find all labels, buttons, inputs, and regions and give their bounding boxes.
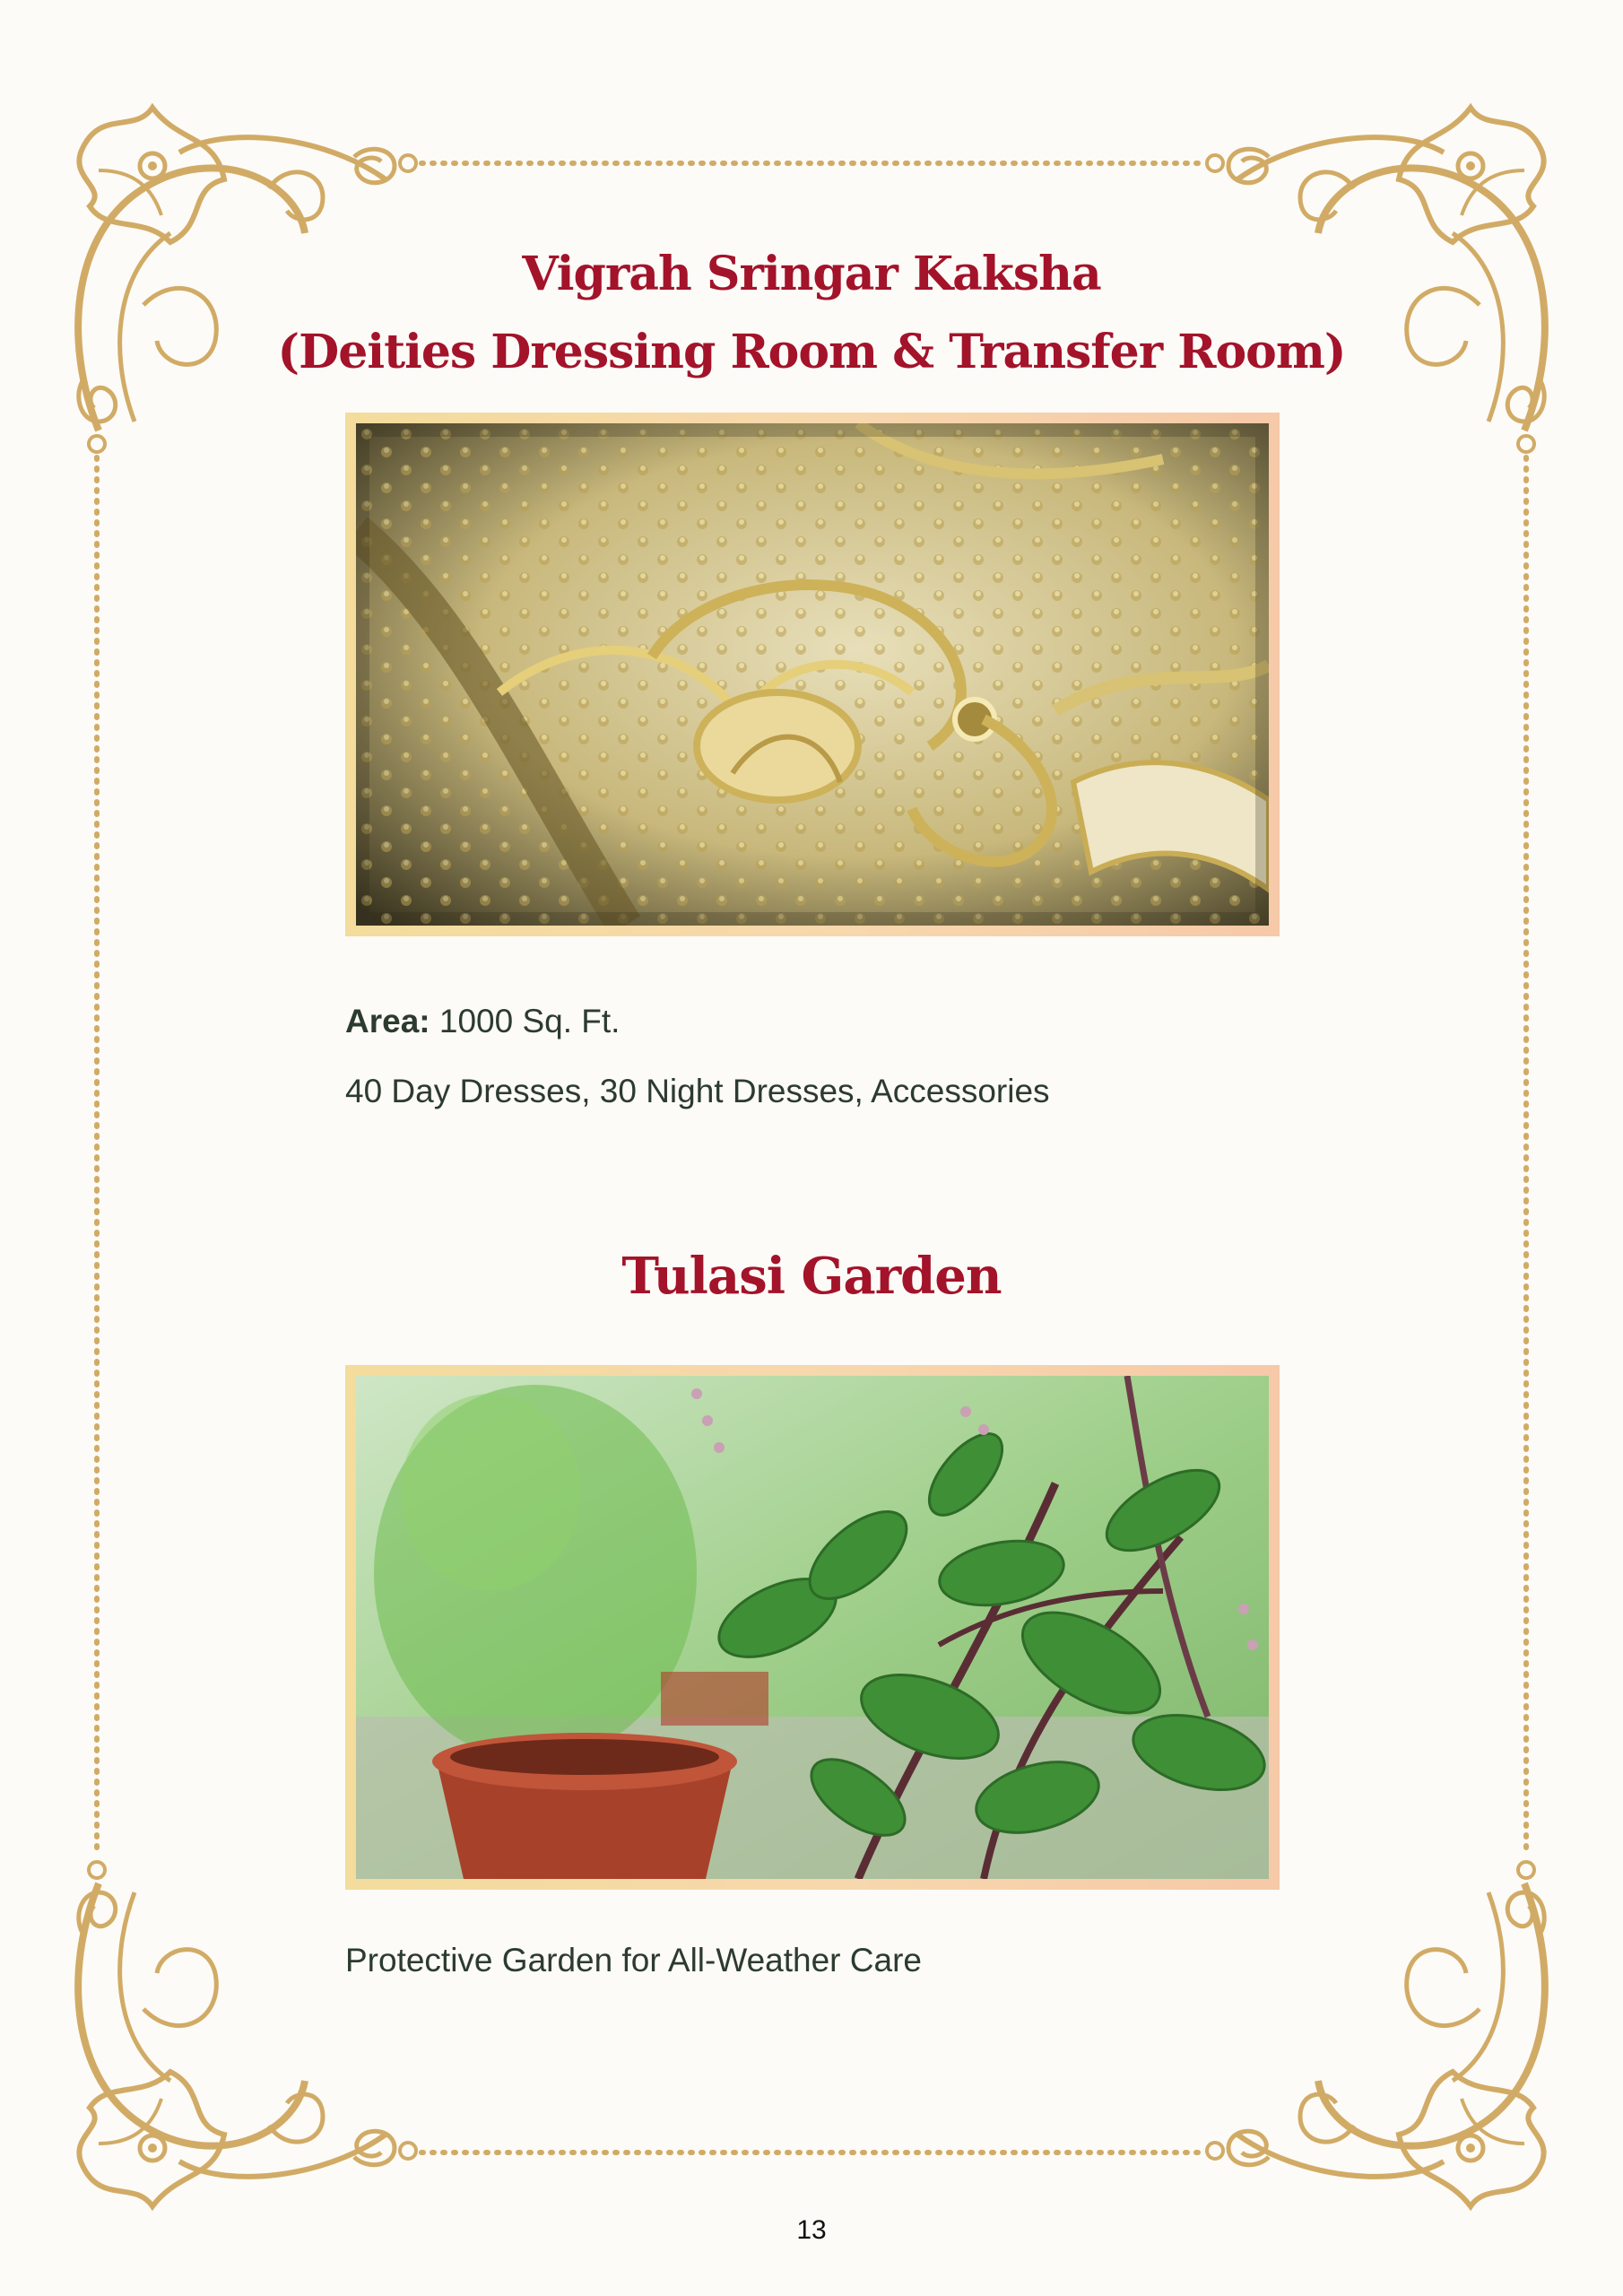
- embroidered-dress-photo: [345, 413, 1280, 936]
- dresses-info: 40 Day Dresses, 30 Night Dresses, Accessories: [345, 1073, 1050, 1109]
- section-title-vigrah-sringar-kaksha: Vigrah Sringar Kaksha: [522, 247, 1101, 301]
- section-subtitle-dressing-room: (Deities Dressing Room & Transfer Room): [277, 325, 1346, 379]
- embroidery-image: [356, 423, 1269, 926]
- area-value: 1000 Sq. Ft.: [438, 1003, 621, 1039]
- tulasi-plant-photo: [345, 1365, 1280, 1890]
- area-label: Area:: [345, 1003, 430, 1039]
- tulasi-image: [356, 1376, 1269, 1879]
- garden-caption: Protective Garden for All-Weather Care: [345, 1942, 922, 1979]
- area-info: [345, 1003, 620, 1040]
- page-number: 13: [796, 2215, 827, 2245]
- corner-ornament-bottom-left: [78, 1862, 416, 2206]
- corner-ornament-bottom-right: [1207, 1862, 1545, 2206]
- section-title-tulasi-garden: Tulasi Garden: [621, 1247, 1002, 1306]
